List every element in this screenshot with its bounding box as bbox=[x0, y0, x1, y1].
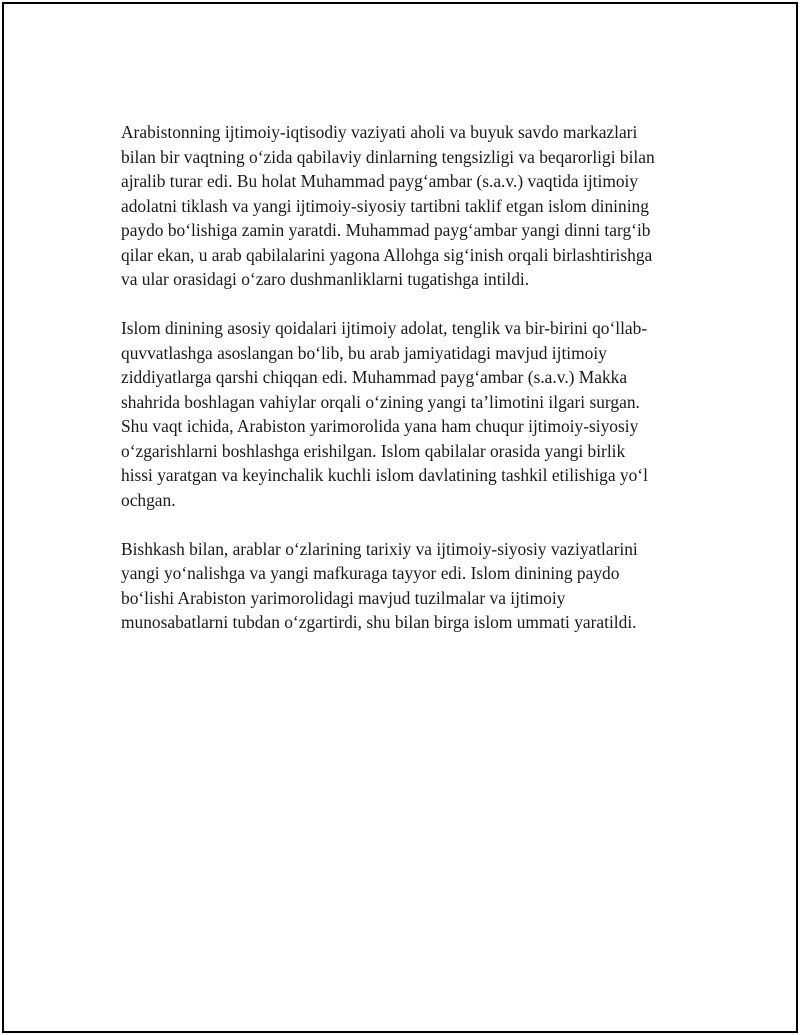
text-line: o‘zgarishlarni boshlashga erishilgan. Islom qabilalar orasida yangi birlik bbox=[121, 440, 626, 461]
paragraph-1 bbox=[121, 120, 699, 292]
text-line: ochgan. bbox=[121, 489, 176, 510]
text-line: Arabistonning ijtimoiy-iqtisodiy vaziyati aholi va buyuk savdo markazlari bbox=[121, 122, 638, 142]
paragraph-3 bbox=[121, 537, 699, 635]
text-line: Islom dinining asosiy qoidalari ijtimoiy adolat, tenglik va bir-birini qo‘llab- bbox=[121, 318, 648, 338]
text-line: hissi yaratgan va keyinchalik kuchli islom davlatining tashkil etilishiga yo‘l bbox=[121, 465, 648, 485]
text-line: Shu vaqt ichida, Arabiston yarimorolida yana ham chuqur ijtimoiy-siyosiy bbox=[121, 416, 639, 436]
text-line: bo‘lishi Arabiston yarimorolidagi mavjud tuzilmalar va ijtimoiy bbox=[121, 587, 566, 608]
text-line: va ular orasidagi o‘zaro dushmanliklarni tugatishga intildi. bbox=[121, 269, 530, 289]
text-line: yangi yo‘nalishga va yangi mafkuraga tayyor edi. Islom dinining paydo bbox=[121, 563, 620, 583]
document-body bbox=[121, 120, 699, 659]
text-line: qilar ekan, u arab qabilalarini yagona Allohga sig‘inish orqali birlashtirishga bbox=[121, 244, 653, 265]
text-line: adolatni tiklash va yangi ijtimoiy-siyosiy tartibni taklif etgan islom dinining bbox=[121, 195, 649, 216]
text-line: paydo bo‘lishiga zamin yaratdi. Muhammad payg‘ambar yangi dinni targ‘ib bbox=[121, 220, 651, 240]
document-page bbox=[2, 2, 798, 1033]
text-line: shahrida boshlagan vahiylar orqali o‘zining yangi ta’limotini ilgari surgan. bbox=[121, 391, 640, 412]
text-line: quvvatlashga asoslangan bo‘lib, bu arab jamiyatidagi mavjud ijtimoiy bbox=[121, 342, 607, 363]
text-line: munosabatlarni tubdan o‘zgartirdi, shu bilan birga islom ummati yaratildi. bbox=[121, 612, 637, 632]
text-line: bilan bir vaqtning o‘zida qabilaviy dinlarning tengsizligi va beqarorligi bilan bbox=[121, 146, 655, 167]
text-line: Bishkash bilan, arablar o‘zlarining tarixiy va ijtimoiy-siyosiy vaziyatlarini bbox=[121, 538, 638, 559]
text-line: ajralib turar edi. Bu holat Muhammad payg‘ambar (s.a.v.) vaqtida ijtimoiy bbox=[121, 171, 639, 191]
text-line: ziddiyatlarga qarshi chiqqan edi. Muhammad payg‘ambar (s.a.v.) Makka bbox=[121, 367, 628, 387]
paragraph-2 bbox=[121, 316, 699, 512]
